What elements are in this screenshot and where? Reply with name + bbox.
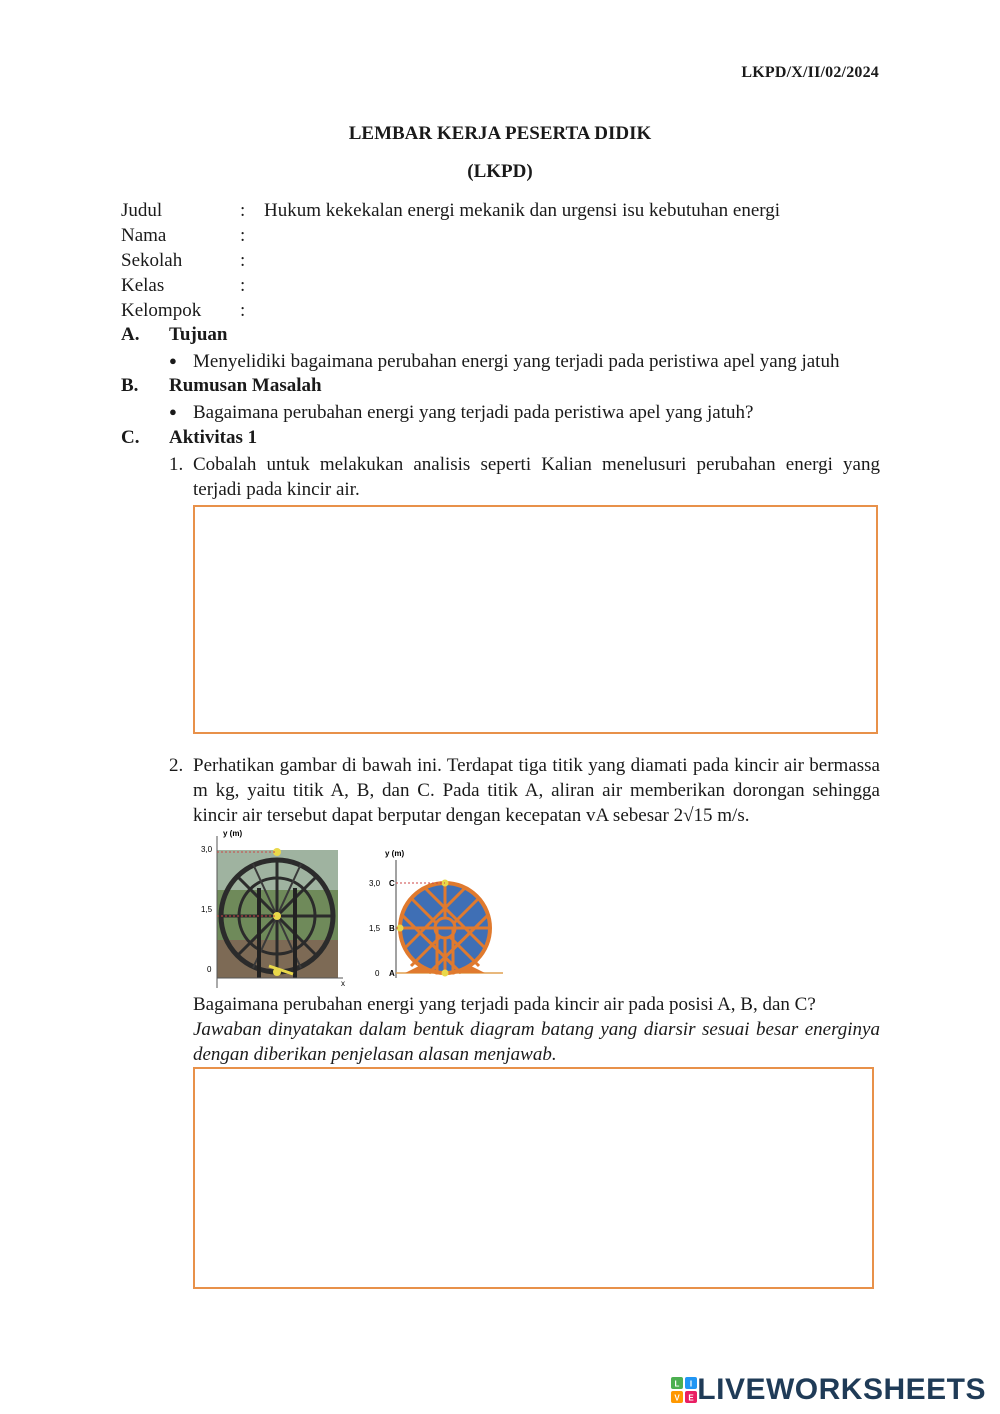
water-wheel-figure-svg bbox=[193, 828, 513, 993]
answer-box-2[interactable] bbox=[193, 1067, 874, 1289]
field-value: Hukum kekekalan energi mekanik dan urgensi isu kebutuhan energi bbox=[264, 200, 781, 221]
answer-box-1[interactable] bbox=[193, 505, 878, 734]
tick-label: 0 bbox=[207, 965, 212, 974]
document-code: LKPD/X/II/02/2024 bbox=[741, 64, 879, 81]
section-letter: B. bbox=[121, 375, 139, 396]
section-title: Aktivitas 1 bbox=[169, 427, 258, 448]
tick-label: 3,0 bbox=[369, 879, 381, 888]
axis-label-y: y (m) bbox=[385, 849, 405, 858]
question-2-prompt: Bagaimana perubahan energi yang terjadi pada kincir air pada posisi A, B, dan C? bbox=[193, 994, 816, 1015]
point-label-b: B bbox=[389, 924, 395, 933]
brand-wordmark: LIVEWORKSHEETS bbox=[697, 1373, 986, 1406]
logo-letter: V bbox=[674, 1393, 680, 1403]
field-label: Kelas bbox=[121, 275, 165, 296]
point-label-c: C bbox=[389, 879, 395, 888]
question-1 bbox=[169, 452, 880, 502]
field-label: Nama bbox=[121, 225, 167, 246]
tick-label: 1,5 bbox=[201, 905, 213, 914]
section-b-heading bbox=[121, 375, 322, 397]
bullet-text: Bagaimana perubahan energi yang terjadi pada peristiwa apel yang jatuh? bbox=[193, 402, 754, 423]
logo-letter: L bbox=[674, 1379, 680, 1389]
tick-label: 3,0 bbox=[201, 845, 213, 854]
logo-letter: E bbox=[688, 1393, 694, 1403]
question-2 bbox=[169, 753, 880, 828]
liveworksheets-logo bbox=[671, 1372, 986, 1408]
question-2-instruction: Jawaban dinyatakan dalam bentuk diagram batang yang diarsir sesuai besar energinya dengan diberikan penjelasan alasan menjawab. bbox=[193, 1019, 880, 1065]
page-subtitle: (LKPD) bbox=[467, 161, 533, 182]
section-b-bullet bbox=[169, 402, 753, 424]
section-letter: C. bbox=[121, 427, 140, 448]
water-wheel-photo bbox=[217, 836, 343, 988]
page-title: LEMBAR KERJA PESERTA DIDIK bbox=[348, 123, 652, 144]
question-number: 2. bbox=[169, 755, 184, 776]
section-a-heading bbox=[121, 324, 227, 346]
field-label: Judul bbox=[121, 200, 163, 221]
point-label-a: A bbox=[389, 969, 395, 978]
axis-label-y: y (m) bbox=[223, 829, 243, 838]
water-wheel-figure bbox=[193, 828, 513, 993]
question-text: Perhatikan gambar di bawah ini. Terdapat tiga titik yang diamati pada kincir air bermassa m kg, yaitu titik A, B, dan C. Pada titik A, aliran air memberikan dorongan sehingga kincir air tersebut dapat berputar dengan kecepatan vA sebesar 2√15 m/s. bbox=[193, 755, 880, 826]
bullet-icon: ● bbox=[169, 353, 177, 368]
tick-label: 0 bbox=[375, 969, 380, 978]
section-letter: A. bbox=[121, 324, 140, 345]
question-number: 1. bbox=[169, 454, 184, 475]
bullet-icon: ● bbox=[169, 404, 177, 419]
field-kelas: Kelas : bbox=[121, 275, 246, 296]
tick-label: 1,5 bbox=[369, 924, 381, 933]
section-title: Tujuan bbox=[169, 324, 228, 345]
field-sekolah: Sekolah : bbox=[121, 250, 246, 271]
field-kelompok: Kelompok : bbox=[121, 300, 246, 321]
section-a-bullet bbox=[169, 351, 839, 373]
field-label: Kelompok bbox=[121, 300, 202, 321]
water-wheel-diagram bbox=[396, 860, 503, 978]
liveworksheets-logo-icon bbox=[671, 1377, 697, 1403]
logo-letter: I bbox=[690, 1379, 693, 1389]
section-c-heading bbox=[121, 427, 257, 449]
field-judul: Judul : Hukum kekekalan energi mekanik dan urgensi isu kebutuhan energi bbox=[121, 200, 781, 221]
bullet-text: Menyelidiki bagaimana perubahan energi yang terjadi pada peristiwa apel yang jatuh bbox=[193, 351, 840, 372]
section-title: Rumusan Masalah bbox=[169, 375, 322, 396]
question-text: Cobalah untuk melakukan analisis seperti Kalian menelusuri perubahan energi yang terjadi pada kincir air. bbox=[193, 454, 880, 500]
field-label: Sekolah bbox=[121, 250, 183, 271]
axis-label-x: x bbox=[341, 979, 345, 988]
field-nama: Nama : bbox=[121, 225, 246, 246]
